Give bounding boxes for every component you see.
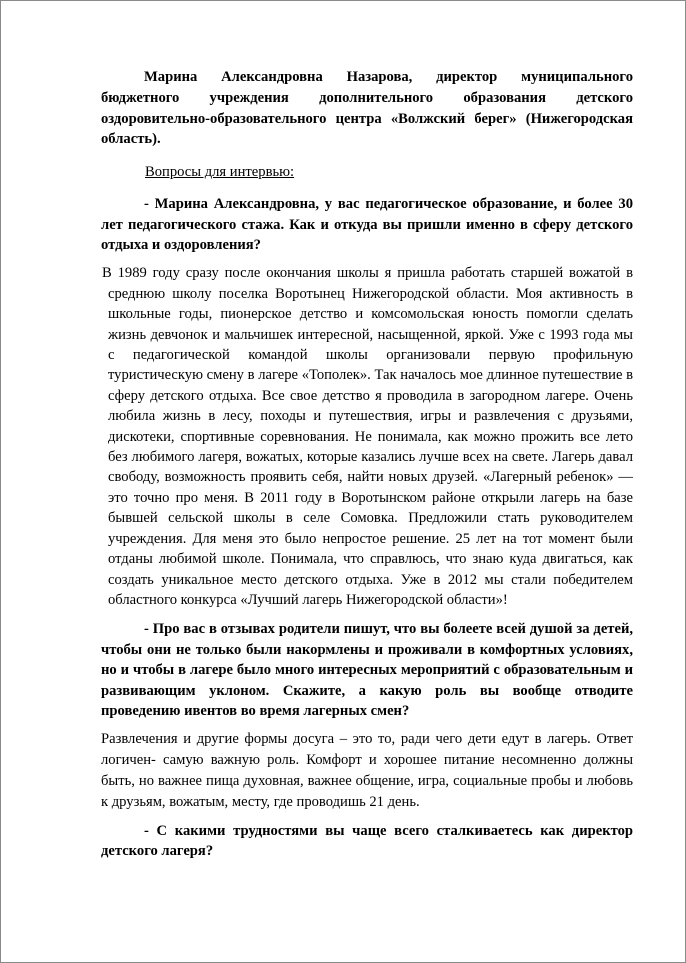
questions-heading: Вопросы для интервью: [145, 164, 295, 181]
answer-2: Развлечения и другие формы досуга – это то, ради чего дети едут в лагерь. Ответ логичен- самую важную роль. Комфорт и хорошее питание несомненно должны быть, но важнее пища духовная, важнее общение, игра, социальные пробы и любовь к друзьям, вожатым, месту, где проводишь 21 день. [101, 731, 633, 810]
intro-paragraph: Марина Александровна Назарова, директор муниципального бюджетного учреждения дополнительного образования детского оздоровительно-образовательного центра «Волжский берег» (Нижегородская область). [101, 69, 633, 148]
answer-1: В 1989 году сразу после окончания школы я пришла работать старшей вожатой в среднюю школу поселка Воротынец Нижегородской области. Моя активность в школьные годы, пионерское детство и комсомольская юность помогли сделать жизнь девчонок и мальчишек интересной, насыщенной, яркой. Уже с 1993 года мы с педагогической командой школы организовали первую профильную туристическую смену в лагере «Тополек». Так началось мое длинное путешествие в сферу детского отдыха. Все свое детство я проводила в загородном лагере. Очень любила жизнь в лесу, походы и путешествия, игры и развлечения с друзьями, дискотеки, спортивные соревнования. Не понимала, как можно прожить все лето без любимого лагеря, вожатых, которые казались лучше всех на свете. Лагерь давал свободу, возможность проявить себя, найти новых друзей. «Лагерный ребенок» — это точно про меня. В 2011 году в Воротынском районе открыли лагерь на базе бывшей сельской школы в селе Сомовка. Предложили стать руководителем учреждения. Для меня это было непростое решение. 25 лет на тот момент были отданы любимой школе. Понимала, что справлюсь, что знаю куда двигаться, как создать уникальное место детского отдыха. Уже в 2012 мы стали победителем областного конкурса «Лучший лагерь Нижегородской области»! [102, 265, 633, 608]
question-1: - Марина Александровна, у вас педагогическое образование, и более 30 лет педагогического стажа. Как и откуда вы пришли именно в сферу детского отдыха и оздоровления? [101, 196, 633, 253]
document-body [101, 67, 633, 869]
question-3: - С какими трудностями вы чаще всего сталкиваетесь как директор детского лагеря? [101, 822, 633, 859]
question-2: - Про вас в отзывах родители пишут, что вы болеете всей душой за детей, чтобы они не только были накормлены и проживали в комфортных условиях, но и чтобы в лагере было много интересных мероприятий с образовательным и развивающим уклоном. Скажите, а какую роль вы вообще отводите проведению ивентов во время лагерных смен? [101, 621, 633, 719]
